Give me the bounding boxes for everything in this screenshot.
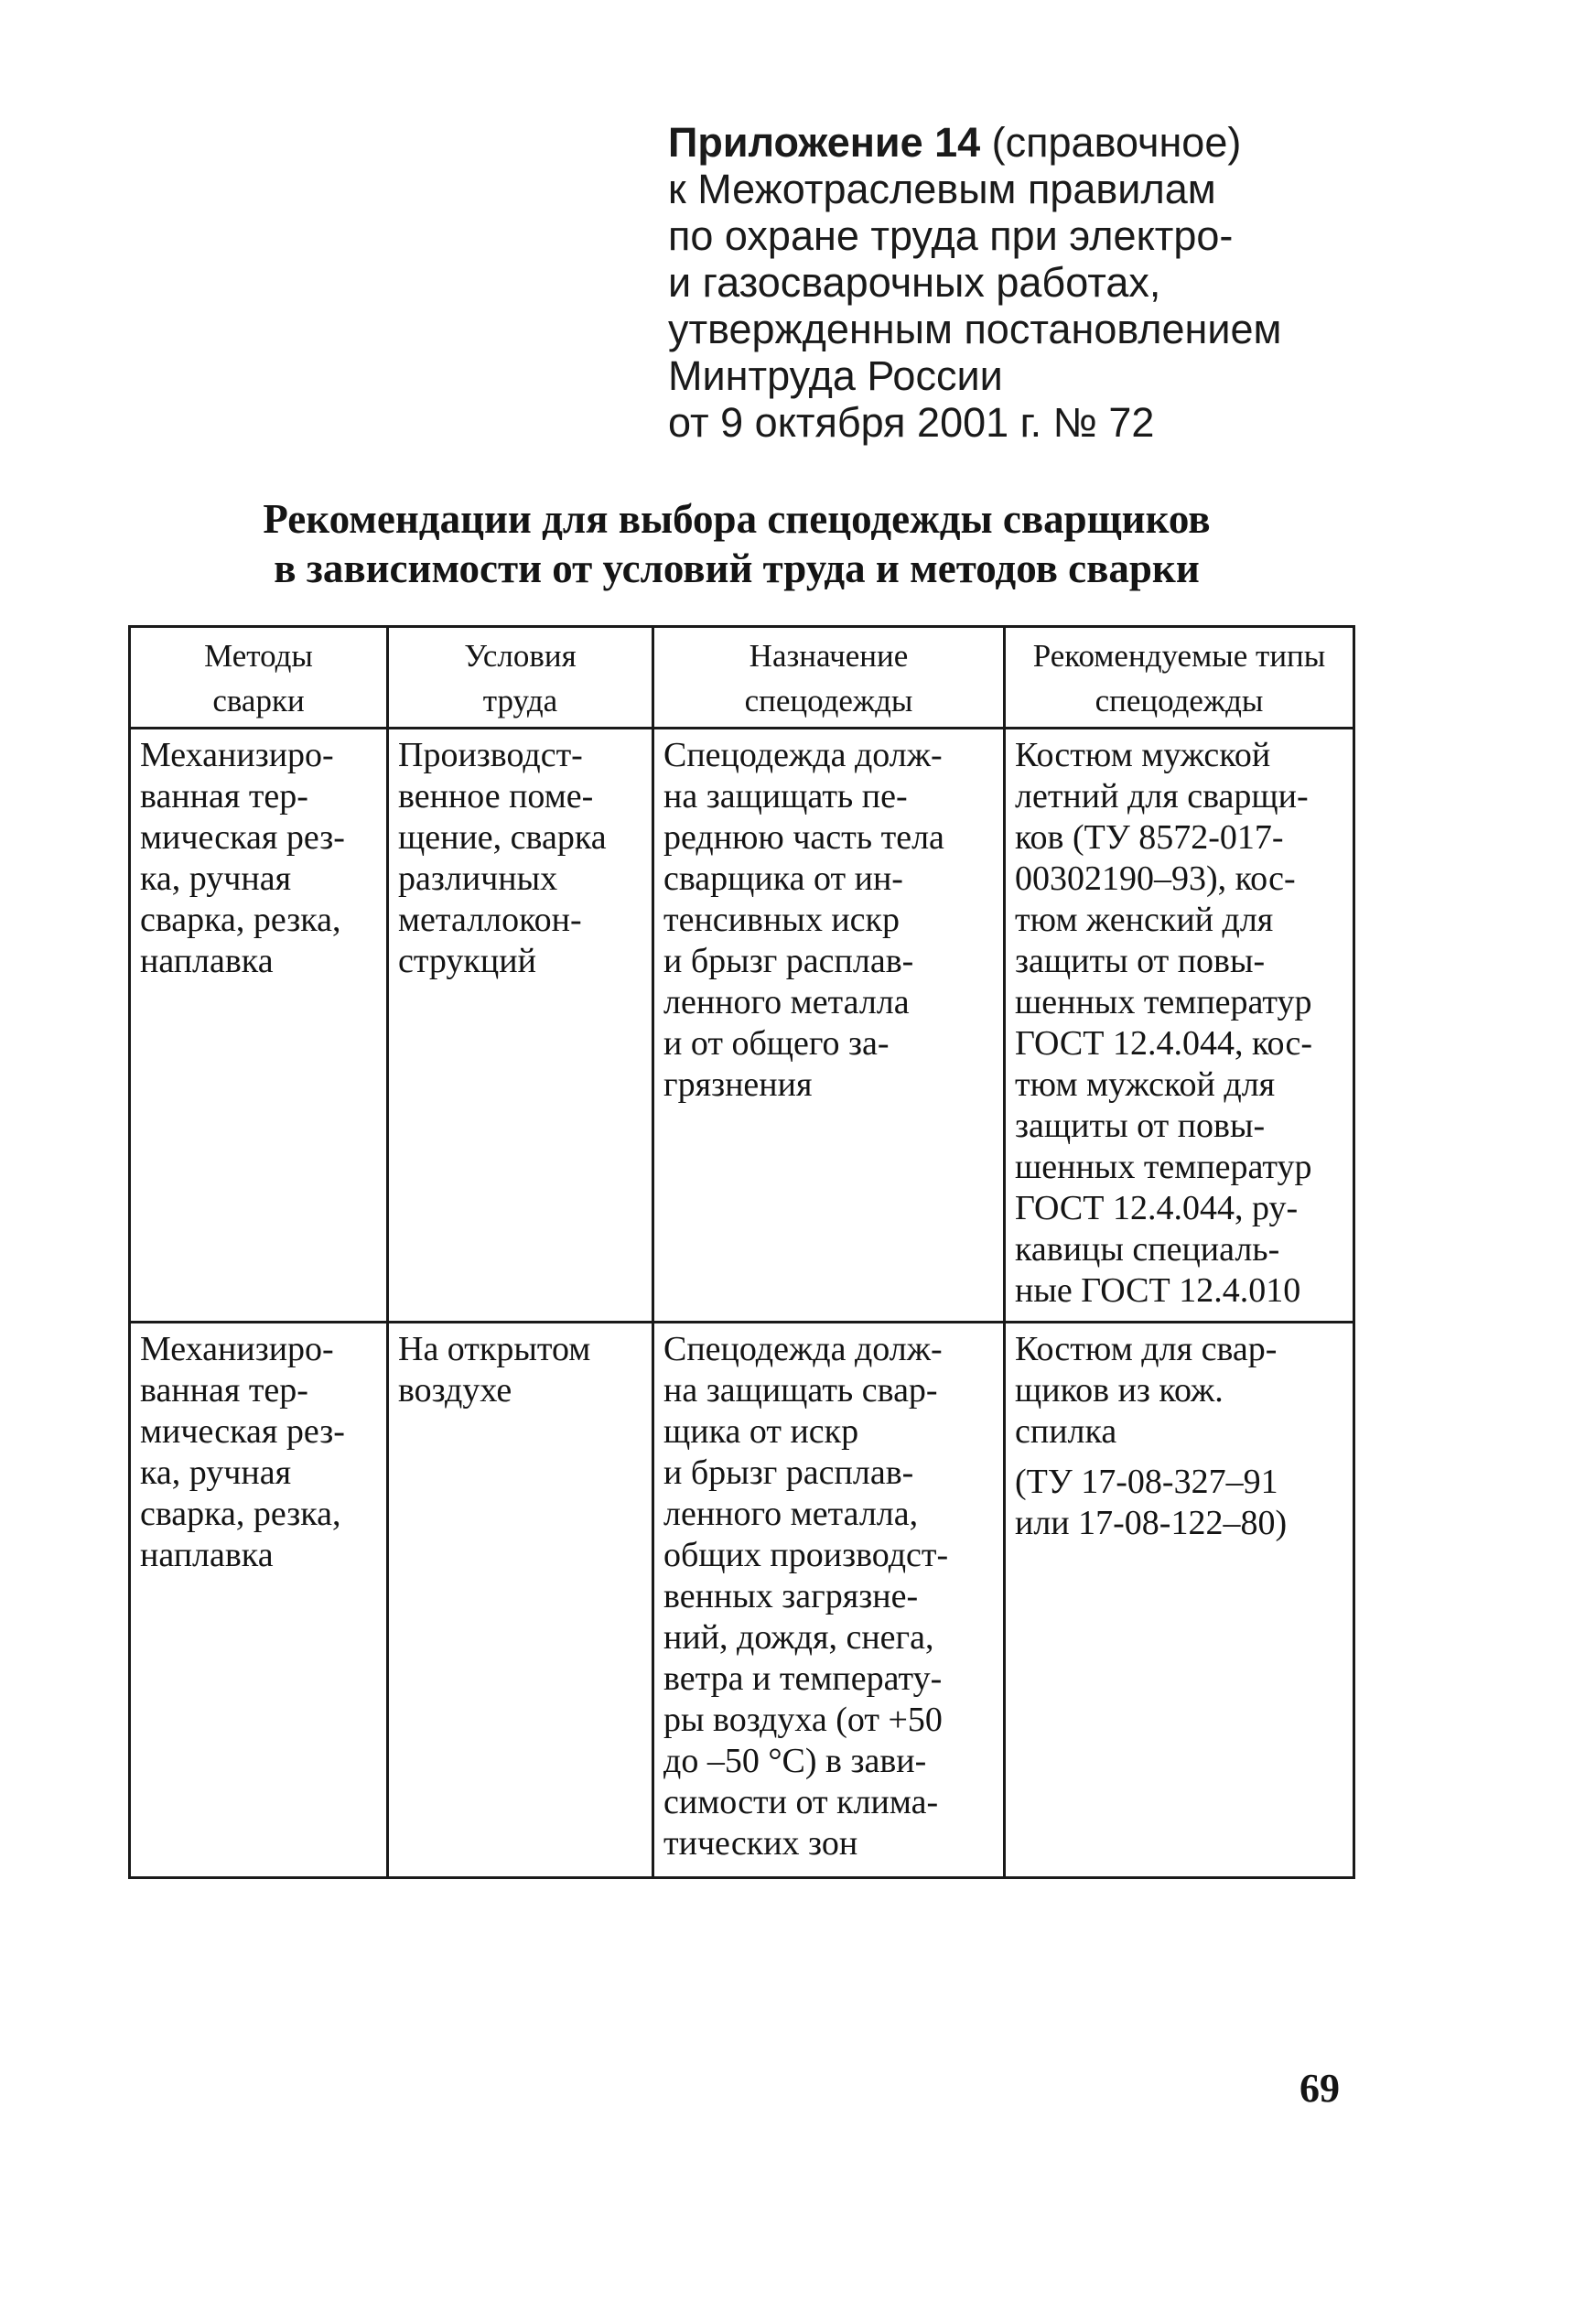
appendix-line: к Межотраслевым правилам [668,166,1216,212]
cell-line: или 17-08-122–80) [1015,1504,1288,1542]
cell-line: щика от искр [663,1412,859,1451]
cell-conditions [388,729,653,1323]
cell-line: Механизиро- [140,1330,334,1368]
header-line: спецодежды [744,683,913,718]
cell-line: ветра и температу- [663,1659,943,1698]
cell-line: ний, дождя, снега, [663,1618,934,1657]
cell-line: Костюм для свар- [1015,1330,1278,1368]
recommendations-table [128,625,1355,1879]
cell-line: венных загрязне- [663,1577,919,1615]
cell-line: симости от клима- [663,1783,939,1821]
cell-recommended-types [1005,1323,1354,1878]
heading-line: в зависимости от условий труда и методов сварки [274,546,1200,591]
cell-line: до –50 °С) в зави- [663,1742,927,1780]
table-header-row [130,627,1354,729]
header-line: сварки [212,683,305,718]
cell-methods [130,1323,388,1878]
appendix-label [668,119,1418,166]
cell-line: Спецодежда долж- [663,736,943,774]
appendix-line: от 9 октября 2001 г. № 72 [668,399,1155,446]
cell-line: кавицы специаль- [1015,1230,1280,1269]
appendix-label-rest: (справочное) [980,119,1242,166]
page-number: 69 [1299,2066,1340,2111]
table-row [130,729,1354,1323]
header-line: Условия [464,638,577,674]
cell-line: воздухе [398,1371,512,1410]
cell-line: защиты от повы- [1015,942,1266,980]
cell-line: различных [398,859,558,898]
cell-conditions [388,1323,653,1878]
column-header-recommended-types [1005,627,1354,729]
column-header-methods [130,627,388,729]
cell-purpose [653,729,1005,1323]
cell-recommended-types [1005,729,1354,1323]
cell-line: защиты от повы- [1015,1107,1266,1145]
cell-line: тических зон [663,1824,858,1863]
cell-line: сварщика от ин- [663,859,903,898]
cell-line: (ТУ 17-08-327–91 [1015,1463,1278,1501]
cell-line: грязнения [663,1065,813,1104]
cell-line: ры воздуха (от +50 [663,1701,943,1739]
cell-line: сварка, резка, [140,901,341,939]
cell-line: Спецодежда долж- [663,1330,943,1368]
cell-line: ванная тер- [140,777,308,816]
cell-line: сварка, резка, [140,1495,341,1533]
column-header-purpose [653,627,1005,729]
appendix-line: по охране труда при электро- [668,212,1234,259]
cell-methods [130,729,388,1323]
cell-line: тюм мужской для [1015,1065,1276,1104]
appendix-line: Минтруда России [668,352,1003,399]
cell-line: Костюм мужской [1015,736,1271,774]
cell-line: ГОСТ 12.4.044, ру- [1015,1189,1299,1227]
cell-line: ванная тер- [140,1371,308,1410]
appendix-reference [668,119,1418,446]
header-line: труда [482,683,558,718]
cell-line: металлокон- [398,901,582,939]
cell-line: 00302190–93), кос- [1015,859,1296,898]
cell-line: и брызг расплав- [663,942,914,980]
cell-line: ленного металла, [663,1495,919,1533]
cell-line: ков (ТУ 8572-017- [1015,818,1284,857]
cell-line: и от общего за- [663,1024,890,1063]
header-line: Методы [204,638,313,674]
column-header-conditions [388,627,653,729]
cell-line: струкций [398,942,536,980]
cell-line: спилка [1015,1412,1117,1451]
cell-line: наплавка [140,942,274,980]
heading-line: Рекомендации для выбора спецодежды сварщиков [263,496,1211,542]
cell-line: шенных температур [1015,983,1312,1021]
cell-line: На открытом [398,1330,591,1368]
cell-line: ные ГОСТ 12.4.010 [1015,1271,1301,1310]
cell-line: шенных температур [1015,1148,1312,1186]
appendix-line: утвержденным постановлением [668,306,1282,352]
header-line: спецодежды [1095,683,1264,718]
cell-line: общих производст- [663,1536,949,1574]
cell-line: реднюю часть тела [663,818,944,857]
cell-purpose [653,1323,1005,1878]
cell-line: Производст- [398,736,583,774]
cell-line: щиков из кож. [1015,1371,1224,1410]
cell-line: ленного металла [663,983,910,1021]
cell-line: ка, ручная [140,1453,292,1492]
cell-line: мическая рез- [140,818,345,857]
cell-line: мическая рез- [140,1412,345,1451]
header-line: Рекомендуемые типы [1032,638,1326,674]
cell-line: ка, ручная [140,859,292,898]
cell-line: венное поме- [398,777,594,816]
cell-line: ГОСТ 12.4.044, кос- [1015,1024,1312,1063]
cell-line: на защищать пе- [663,777,908,816]
cell-line: на защищать свар- [663,1371,938,1410]
appendix-label-bold: Приложение 14 [668,119,981,166]
header-line: Назначение [749,638,909,674]
table-row [130,1323,1354,1878]
cell-line: наплавка [140,1536,274,1574]
cell-line: Механизиро- [140,736,334,774]
document-heading [128,494,1345,593]
cell-line: тюм женский для [1015,901,1274,939]
cell-line: щение, сварка [398,818,607,857]
cell-line: и брызг расплав- [663,1453,914,1492]
cell-line: тенсивных искр [663,901,900,939]
cell-line: летний для сварщи- [1015,777,1309,816]
appendix-line: и газосварочных работах, [668,259,1161,306]
